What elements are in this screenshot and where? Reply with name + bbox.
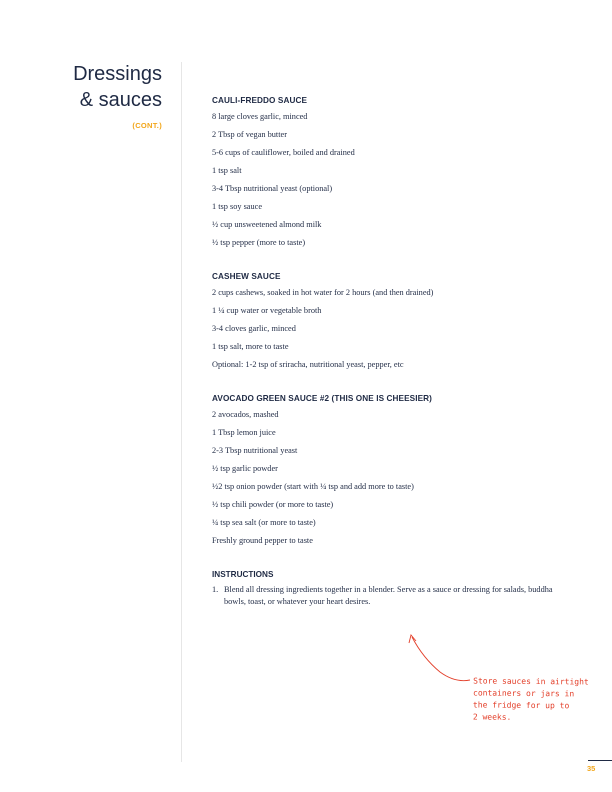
ingredient-item: 3-4 cloves garlic, minced	[212, 324, 296, 333]
ingredient-item: ½ tsp chili powder (or more to taste)	[212, 500, 334, 509]
note-line: the fridge for up to	[472, 700, 570, 711]
recipe-heading: CASHEW SAUCE	[212, 272, 281, 281]
continued-label: (CONT.)	[132, 121, 162, 130]
footer-rule	[588, 760, 612, 761]
ingredient-item: 2-3 Tbsp nutritional yeast	[212, 446, 298, 455]
title-line-1: Dressings	[73, 63, 162, 85]
ingredient-item: Optional: 1-2 tsp of sriracha, nutritional yeast, pepper, etc	[212, 360, 404, 369]
ingredient-item: 3-4 Tbsp nutritional yeast (optional)	[212, 184, 333, 193]
ingredient-item: 1 Tbsp lemon juice	[212, 428, 276, 437]
title-line-2: & sauces	[79, 89, 162, 111]
recipe-heading: AVOCADO GREEN SAUCE #2 (THIS ONE IS CHEESIER)	[212, 394, 432, 403]
ingredient-item: Freshly ground pepper to taste	[212, 536, 313, 545]
ingredient-item: ½ tsp pepper (more to taste)	[212, 238, 306, 247]
instructions-heading: INSTRUCTIONS	[212, 570, 274, 579]
note-line: Store sauces in airtight	[473, 676, 589, 687]
recipe-heading: CAULI-FREDDO SAUCE	[212, 96, 308, 105]
ingredient-item: ¼ tsp sea salt (or more to taste)	[212, 518, 316, 527]
ingredient-item: 1 tsp soy sauce	[212, 202, 263, 211]
ingredient-item: 2 avocados, mashed	[212, 410, 279, 419]
ingredient-item: 2 cups cashews, soaked in hot water for 2 hours (and then drained)	[212, 288, 434, 297]
ingredient-item: 5-6 cups of cauliflower, boiled and drained	[212, 148, 355, 157]
ingredient-item: 2 Tbsp of vegan butter	[212, 130, 287, 139]
ingredient-item: ½ cup unsweetened almond milk	[212, 220, 322, 229]
ingredient-item: 8 large cloves garlic, minced	[212, 112, 308, 121]
step-text: Blend all dressing ingredients together in a blender. Serve as a sauce or dressing for salads, buddha bowls, toast, or whatever your heart desires.	[224, 585, 553, 606]
ingredient-item: 1 tsp salt	[212, 166, 242, 175]
ingredient-item: 1 ¼ cup water or vegetable broth	[212, 306, 322, 315]
ingredient-item: ½2 tsp onion powder (start with ¼ tsp and add more to taste)	[212, 482, 414, 491]
page-number: 35	[587, 764, 596, 773]
ingredient-item: 1 tsp salt, more to taste	[212, 342, 289, 351]
handwritten-note	[473, 675, 593, 724]
note-line: containers or jars in	[473, 688, 575, 699]
note-line: 2 weeks.	[472, 712, 512, 722]
step-number: 1.	[212, 585, 219, 594]
ingredient-item: ½ tsp garlic powder	[212, 464, 278, 473]
